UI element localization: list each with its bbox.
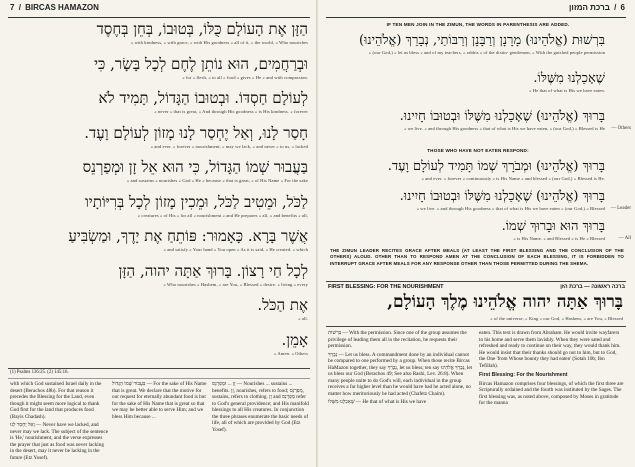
commentary-paragraph: eaten. This text is drawn from Abraham. He would invite wayfarers to his home and serve them lavishly. When they were sated and refreshed and ready to continue on their way, they would thank him. He would insist that their thanks should go not to him, but to God, the One 'from Whose bounty they had eaten' (Sotah 10b; Ibn Tefillah). — [479, 330, 621, 369]
left-commentary-col2 — [112, 381, 208, 420]
final-blessing-hebrew: בָּרוּךְ אַתָּה יהוה אֱלֹהֵינוּ מֶלֶךְ הָעוֹלָם, — [387, 292, 623, 312]
speaker-tag: — Others — [611, 126, 631, 131]
left-commentary-col1 — [10, 381, 108, 461]
final-blessing-gloss: « of the universe, « King « our God, « Hashem, « are You, « Blessed — [490, 316, 623, 321]
commentary-paragraph: Bircas Hamazon comprises four blessings, of which the first three are Scripturally ordained and the fourth was instituted by the Sages. The first blessing was, as noted above, composed by Moses in gratitude for the manna — [479, 380, 624, 406]
commentary-paragraph: בַּעֲבוּר שְׁמוֹ הַגָּדוֹל — For the sake of His Name that is great. We declare that the motive for our request for eternally abundant food is but for the sake of His Name that is great so that we may be better able to serve Him; and we bless Him because ... — [112, 381, 207, 420]
english-gloss-line: « Who nourishes « Hashem, « are You, « Blessed « desire. « living « every — [163, 281, 308, 287]
right-page-number: 6 — [620, 3, 625, 12]
english-gloss-line: « with kindness, « with grace, « with His goodness « all of it, « the world, « Who nourishes — [130, 40, 308, 45]
hebrew-line: לְכָל חַי רָצוֹן. בָּרוּךְ אַתָּה יהוה, הַזָּן — [118, 261, 308, 280]
commentary-paragraph: שֶׁאָכַלְנוּ מִשֶּׁלּוֹ — He that of what is His we have — [328, 399, 427, 405]
right-page-title: ברכת המזון — [568, 3, 610, 12]
english-gloss-line: « Amen. « Others — [273, 350, 308, 356]
commentary-paragraph: זָן ... וּמְפַרְנֵס — Nourishes ... sustains ... benefits. זָן, nourishes, refers to food; מְפַרְנֵס, sustains, refers to clothing. זָן and מְפַרְנֵס refer to God's general providence; and His manifold blessings to all His creatures. In conjunction the three phrases enumerate the basic needs of life, all of which are provided by God (Etz Yosef). — [212, 381, 309, 433]
section-title: FIRST BLESSING: FOR THE NOURISHMENT — [328, 284, 444, 290]
instruction-leader: THE ZIMUN LEADER RECITES GRACE AFTER MEALS (AT LEAST THE FIRST BLESSING AND THE CONCLUSION OF THE OTHERS) ALOUD. OTHER THAN TO RESPOND AMEN AT THE CONCLUSION OF EACH BLESSING, IT IS FORBIDDEN TO INTERRUPT GRACE AFTER MEALS FOR ANY RESPONSE OTHER THAN THOSE PERMITTED DURING THE SHEMA. — [330, 248, 624, 266]
hebrew-line: אֲשֶׁר בָּרָא. כָּאָמוּר: פּוֹתֵחַ אֶת יָדֶךָ, וּמַשְׂבִּיעַ — [68, 227, 308, 245]
hebrew-line: בִּרְשׁוּת (אֱלֹהֵינוּ) מָרָנָן וְרַבָּנָן וְרַבּוֹתַי, נְבָרֵךְ (אֱלֹהֵינוּ) — [358, 33, 605, 48]
right-header-rule — [326, 17, 626, 18]
hebrew-line: בָּרוּךְ (אֱלֹהֵינוּ) וּמְבֹרָךְ שְׁמוֹ תָּמִיד לְעוֹלָם וָעֶד. — [387, 159, 605, 174]
speaker-tag: — Leader — [610, 206, 631, 211]
english-gloss-line: « and ever. « forever « continuously « is His Name « and blessed « (our God,) « Blessed is He. — [421, 176, 605, 181]
right-running-head: 6 / ברכת המזון — [568, 3, 625, 12]
english-gloss-line: « we live. « and through His goodness « that of what is His we have eaten, « (our God,) « Blessed is He — [404, 126, 605, 131]
commentary-paragraph: נְבָרֵךְ — Let us bless. A commandment done by an individual cannot be compared to one performed by a group. When those recite Bircas HaMazon together, they say נְבָרֵךְ, let us bless; ten say נְבָרֵךְ אֱלֹהֵינוּ, let us bless our God (Berachos 49; See also Rashi, Lev. 26:8). When many people unite to do God's will, each individual in the group receives a far higher level than he would have had he acted alone, no matter how meritoriously he had acted (Chafetz Chaim). — [328, 351, 473, 397]
instruction-not-eaten: THOSE WHO HAVE NOT EATEN RESPOND: — [427, 148, 529, 153]
hebrew-line: אֶת הַכֹּל. — [257, 296, 308, 314]
hebrew-line: בָּרוּךְ (אֱלֹהֵינוּ) שֶׁאָכַלְנוּ מִשֶּׁלּוֹ וּבְטוּבוֹ חָיִינוּ. — [399, 189, 605, 204]
commentary-heading: First Blessing: For the Nourishment — [479, 372, 568, 378]
commentary-paragraph: with which God sustained Israel daily in the desert (Berachos 48b). For that reason it precedes the Blessing for the Land, even though it might seem more logical to thank God first for the land that produces food (Bayis Chadash). — [10, 381, 102, 420]
english-gloss-line: « (our God,) « let us bless « and of my teachers, « rabbis « of the distin- gentlemen, « With the guished people permission — [368, 50, 605, 55]
hebrew-line: שֶׁאָכַלְנוּ מִשֶּׁלּוֹ. — [533, 71, 605, 86]
english-gloss-line: « never « that is great, « And through His goodness « is His kindness. « forever — [154, 109, 308, 114]
right-commentary-col2 — [479, 330, 624, 407]
english-gloss-line: « and satisfy « Your hand « You open « As it is said, « He created. « which — [163, 247, 308, 252]
hebrew-line: לְעוֹלָם חַסְדּוֹ. וּבְטוּבוֹ הַגָּדוֹל, תָּמִיד לֹא — [98, 89, 308, 107]
section-rule-top — [326, 281, 626, 282]
left-footnote: (1) Psalms 136:25. (2) 145:16. — [10, 370, 69, 375]
hebrew-line: וּבְרַחֲמִים, הוּא נוֹתֵן לֶחֶם לְכָל בָּשָׂר, כִּי — [94, 54, 308, 73]
hebrew-line: בָּרוּךְ (אֱלֹהֵינוּ) שֶׁאָכַלְנוּ מִשֶּׁלּוֹ וּבְטוּבוֹ חָיִינוּ. — [399, 109, 605, 124]
speaker-tag: — All — [618, 236, 631, 241]
english-gloss-line: « for « flesh, « to all « food « gives « He « and with compassion. — [182, 74, 308, 80]
hebrew-line: בָּרוּךְ הוּא וּבָרוּךְ שְׁמוֹ. — [501, 219, 605, 234]
left-divider-2 — [8, 378, 310, 379]
right-divider — [326, 326, 626, 327]
hebrew-line: אָמֵן. — [281, 330, 308, 349]
hebrew-line: הַזָּן אֶת הָעוֹלָם כֻּלּוֹ, בְּטוּבוֹ, בְּחֵן בְּחֶסֶד — [96, 20, 308, 38]
commentary-paragraph: בִּרְשׁוּת — With the permission. Since one of the group assumes the privilege of leading them all in the recitation, he requests their permission. — [328, 330, 467, 349]
english-gloss-line: « we live. « and through His goodness « that of what is His we have eaten « (our God,) « Blessed — [416, 206, 605, 211]
commentary-paragraph: וְאַל יֶחְסַר לָנוּ — Never have we lacked, and never may we lack. The subject of the sentence is 'He,' nourishment, and the verse expresses the prayer that just as food was never lacking in the desert, may it never be lacking in the future (Etz Yosef). — [10, 422, 108, 461]
left-commentary-col3 — [212, 381, 310, 433]
english-gloss-line: « all. — [298, 316, 308, 321]
right-commentary-col1 — [328, 330, 473, 406]
left-page-number: 7 — [10, 3, 15, 12]
english-gloss-line: « and ever. « forever « nourishment, « may we lack, « and never « to us, « lacked — [150, 143, 308, 149]
left-divider — [8, 368, 310, 369]
left-running-head: 7 / BIRCAS HAMAZON — [10, 3, 99, 12]
hebrew-line: חָסַר לָנוּ, וְאַל יֶחְסַר לָנוּ מָזוֹן לְעוֹלָם וָעֶד. — [84, 123, 308, 142]
english-gloss-line: « is His Name. « and Blessed « is He « Blessed — [513, 236, 605, 241]
hebrew-line: לַכֹּל, וּמֵטִיב לַכֹּל, וּמֵכִין מָזוֹן לְכָל בְּרִיּוֹתָיו — [84, 192, 308, 211]
english-gloss-line: « creatures « of His « for all « nourishment « and He prepares « all, « and benefits « all, — [137, 212, 308, 218]
english-gloss-line: « and sustains « nourishes « God « He « because « that is great, « of His Name « For the sake — [126, 178, 308, 183]
instruction-zimun: IF TEN MEN JOIN IN THE ZIMUN, THE WORDS IN PARENTHESIS ARE ADDED. — [386, 22, 570, 27]
english-gloss-line: « He that of what is His we have eaten. — [529, 88, 605, 93]
section-title-hebrew: ברכה ראשונה — ברכת הזן — [560, 284, 625, 290]
right-page — [318, 0, 635, 467]
left-header-rule — [8, 17, 310, 18]
left-page-title: BIRCAS HAMAZON — [25, 3, 99, 12]
hebrew-line: בַּעֲבוּר שְׁמוֹ הַגָּדוֹל, כִּי הוּא אֵל זָן וּמְפַרְנֵס — [82, 158, 308, 176]
